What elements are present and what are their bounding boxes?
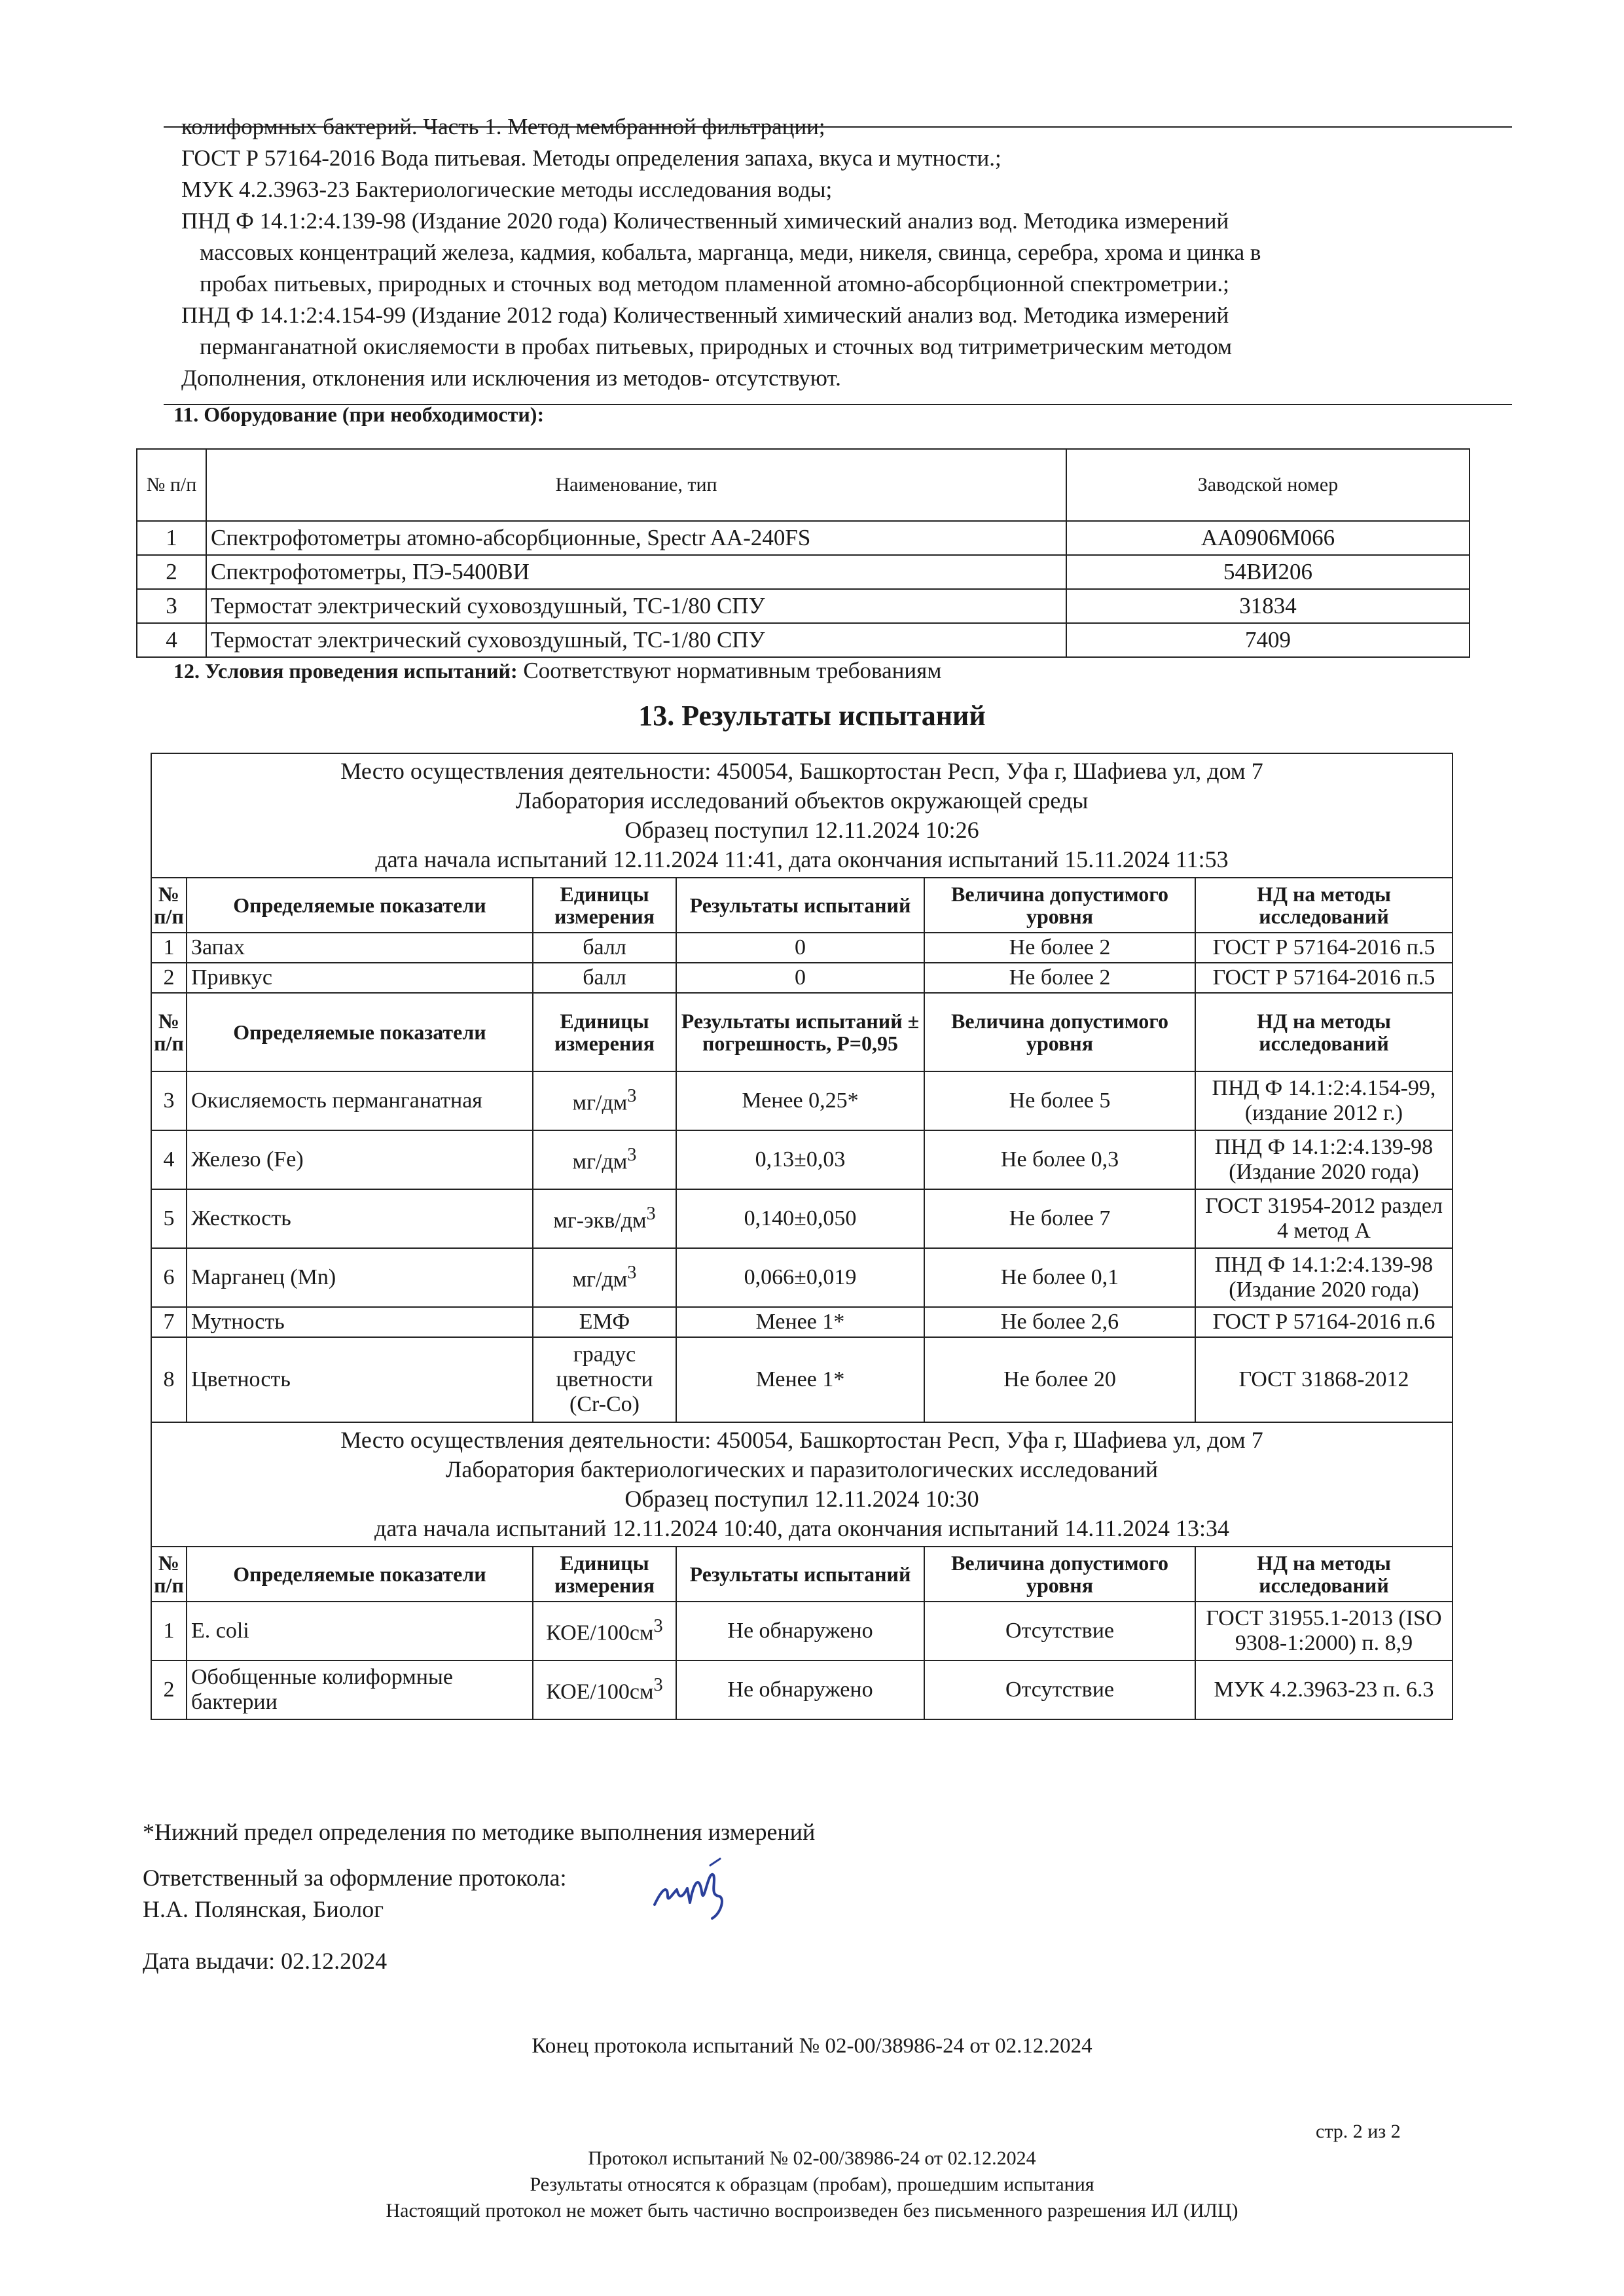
unit-text: КОЕ/100см xyxy=(546,1679,654,1704)
unit: градус цветности (Cr-Co) xyxy=(533,1337,676,1422)
col-unit-header: Единицы измерения xyxy=(533,1547,676,1602)
table-header xyxy=(151,993,1453,1071)
page-footer xyxy=(0,2145,1624,2224)
table-row xyxy=(151,1602,1453,1660)
block1-place: Место осуществления деятельности: 450054, Башкортостан Респ, Уфа г, Шафиева ул, дом 7 xyxy=(340,758,1263,784)
limit: Отсутствие xyxy=(924,1660,1195,1719)
table-row xyxy=(151,1307,1453,1337)
result: Не обнаружено xyxy=(676,1602,924,1660)
unit xyxy=(533,1189,676,1248)
responsible-name: Н.А. Полянская, Биолог xyxy=(143,1896,384,1922)
table-row xyxy=(137,589,1470,623)
col-method-header: НД на методы исследований xyxy=(1195,1547,1453,1602)
indicator-name: Обобщенные колиформные бактерии xyxy=(187,1660,533,1719)
limit: Не более 2 xyxy=(924,933,1195,963)
indicator-name: Марганец (Mn) xyxy=(187,1248,533,1307)
protocol-end: Конец протокола испытаний № 02-00/38986-24 от 02.12.2024 xyxy=(532,2034,1092,2058)
table-header xyxy=(151,1547,1453,1602)
serial-number: 54ВИ206 xyxy=(1066,555,1470,589)
col-result-header: Результаты испытаний xyxy=(676,1547,924,1602)
indicator-name: Мутность xyxy=(187,1307,533,1337)
footer-line: Настоящий протокол не может быть частично воспроизведен без письменного разрешения ИЛ (ИЛЦ) xyxy=(386,2200,1238,2221)
result: 0,140±0,050 xyxy=(676,1189,924,1248)
block1-info-cell xyxy=(151,753,1453,878)
limit: Отсутствие xyxy=(924,1602,1195,1660)
block1-info xyxy=(151,753,1453,878)
unit xyxy=(533,1602,676,1660)
unit xyxy=(533,1071,676,1130)
result: Менее 1* xyxy=(676,1307,924,1337)
unit-exponent: 3 xyxy=(653,1675,663,1696)
col-serial-header: Заводской номер xyxy=(1066,449,1470,521)
table-row xyxy=(151,1189,1453,1248)
block2-lab: Лаборатория бактериологических и паразитологических исследований xyxy=(445,1456,1159,1482)
signature-image xyxy=(648,1856,746,1928)
unit-text: мг-экв/дм xyxy=(553,1208,647,1233)
methods-line: колиформных бактерий. Часть 1. Метод мембранной фильтрации; xyxy=(181,114,825,139)
block2-dates: дата начала испытаний 12.11.2024 10:40, дата окончания испытаний 14.11.2024 13:34 xyxy=(374,1515,1229,1541)
col-unit-header: Единицы измерения xyxy=(533,878,676,933)
equipment-name: Термостат электрический суховоздушный, ТС-1/80 СПУ xyxy=(206,623,1066,657)
method: ГОСТ Р 57164-2016 п.5 xyxy=(1195,933,1453,963)
unit xyxy=(533,1130,676,1189)
limit: Не более 0,3 xyxy=(924,1130,1195,1189)
block2-received: Образец поступил 12.11.2024 10:30 xyxy=(624,1486,979,1512)
row-number: 1 xyxy=(151,933,187,963)
methods-line: пробах питьевых, природных и сточных вод методом пламенной атомно-абсорбционной спектрометрии.; xyxy=(200,271,1229,296)
row-number: 3 xyxy=(151,1071,187,1130)
indicator-name: E. coli xyxy=(187,1602,533,1660)
unit-text: мг/дм xyxy=(572,1090,628,1115)
table-row xyxy=(151,1130,1453,1189)
result: Менее 0,25* xyxy=(676,1071,924,1130)
table-header xyxy=(151,878,1453,933)
row-number: 2 xyxy=(151,963,187,993)
section-12-value: Соответствуют нормативным требованиям xyxy=(523,658,942,683)
methods-line: ГОСТ Р 57164-2016 Вода питьевая. Методы определения запаха, вкуса и мутности.; xyxy=(181,145,1001,171)
col-result-header: Результаты испытаний xyxy=(676,878,924,933)
col-limit-header: Величина допустимого уровня xyxy=(924,1547,1195,1602)
table-row xyxy=(151,963,1453,993)
block2-info xyxy=(151,1422,1453,1547)
unit: балл xyxy=(533,963,676,993)
col-limit-header: Величина допустимого уровня xyxy=(924,878,1195,933)
limit: Не более 2,6 xyxy=(924,1307,1195,1337)
method: ПНД Ф 14.1:2:4.139-98 (Издание 2020 года) xyxy=(1195,1248,1453,1307)
col-indicator-header: Определяемые показатели xyxy=(187,993,533,1071)
methods-line: МУК 4.2.3963-23 Бактериологические методы исследования воды; xyxy=(181,177,833,202)
indicator-name: Запах xyxy=(187,933,533,963)
unit-exponent: 3 xyxy=(627,1145,637,1166)
unit-text: мг/дм xyxy=(572,1267,628,1292)
limit: Не более 7 xyxy=(924,1189,1195,1248)
unit: балл xyxy=(533,933,676,963)
footer-line: Результаты относятся к образцам (пробам), прошедшим испытания xyxy=(530,2174,1094,2195)
unit-exponent: 3 xyxy=(627,1086,637,1107)
method: ГОСТ Р 57164-2016 п.5 xyxy=(1195,963,1453,993)
row-number: 1 xyxy=(137,521,206,555)
unit-exponent: 3 xyxy=(627,1263,637,1283)
equipment-table xyxy=(136,448,1470,658)
equipment-name: Термостат электрический суховоздушный, ТС-1/80 СПУ xyxy=(206,589,1066,623)
result: 0 xyxy=(676,963,924,993)
unit xyxy=(533,1248,676,1307)
method: ГОСТ Р 57164-2016 п.6 xyxy=(1195,1307,1453,1337)
section-13-title: 13. Результаты испытаний xyxy=(638,700,986,732)
table-row xyxy=(151,1248,1453,1307)
row-number: 6 xyxy=(151,1248,187,1307)
block1-received: Образец поступил 12.11.2024 10:26 xyxy=(624,817,979,843)
unit-exponent: 3 xyxy=(653,1616,663,1637)
limit: Не более 2 xyxy=(924,963,1195,993)
table-row xyxy=(137,623,1470,657)
table-row xyxy=(137,555,1470,589)
result: Менее 1* xyxy=(676,1337,924,1422)
table-row xyxy=(137,521,1470,555)
limit: Не более 5 xyxy=(924,1071,1195,1130)
indicator-name: Жесткость xyxy=(187,1189,533,1248)
unit-text: мг/дм xyxy=(572,1149,628,1174)
method: ПНД Ф 14.1:2:4.154-99, (издание 2012 г.) xyxy=(1195,1071,1453,1130)
col-number-header: № п/п xyxy=(151,993,187,1071)
row-number: 4 xyxy=(137,623,206,657)
indicator-name: Железо (Fe) xyxy=(187,1130,533,1189)
responsible-label: Ответственный за оформление протокола: xyxy=(143,1865,567,1891)
methods-line: перманганатной окисляемости в пробах питьевых, природных и сточных вод титриметрическим методом xyxy=(200,334,1232,359)
unit: ЕМФ xyxy=(533,1307,676,1337)
results-table xyxy=(151,753,1453,1720)
row-number: 1 xyxy=(151,1602,187,1660)
methods-line: ПНД Ф 14.1:2:4.154-99 (Издание 2012 года) Количественный химический анализ вод. Методика измерений xyxy=(181,302,1229,328)
col-number-header: № п/п xyxy=(151,1547,187,1602)
methods-list xyxy=(181,111,1504,394)
serial-number: 7409 xyxy=(1066,623,1470,657)
method: ГОСТ 31955.1-2013 (ISO 9308-1:2000) п. 8,9 xyxy=(1195,1602,1453,1660)
col-number-header: № п/п xyxy=(151,878,187,933)
table-row xyxy=(151,1337,1453,1422)
limit: Не более 20 xyxy=(924,1337,1195,1422)
indicator-name: Окисляемость перманганатная xyxy=(187,1071,533,1130)
section-12 xyxy=(173,658,941,684)
row-number: 8 xyxy=(151,1337,187,1422)
methods-line: ПНД Ф 14.1:2:4.139-98 (Издание 2020 года) Количественный химический анализ вод. Методика измерений xyxy=(181,208,1229,234)
responsible-block xyxy=(143,1862,567,1925)
col-indicator-header: Определяемые показатели xyxy=(187,1547,533,1602)
section-12-label: 12. Условия проведения испытаний: xyxy=(173,659,518,683)
indicator-name: Цветность xyxy=(187,1337,533,1422)
col-name-header: Наименование, тип xyxy=(206,449,1066,521)
equipment-name: Спектрофотометры атомно-абсорбционные, Spectr AA-240FS xyxy=(206,521,1066,555)
col-indicator-header: Определяемые показатели xyxy=(187,878,533,933)
unit-text: КОЕ/100см xyxy=(546,1621,654,1645)
block2-place: Место осуществления деятельности: 450054, Башкортостан Респ, Уфа г, Шафиева ул, дом 7 xyxy=(340,1427,1263,1453)
methods-line: массовых концентраций железа, кадмия, кобальта, марганца, меди, никеля, свинца, серебра, хрома и цинка в xyxy=(200,240,1261,265)
block1-lab: Лаборатория исследований объектов окружающей среды xyxy=(515,787,1089,814)
block2-info-cell xyxy=(151,1422,1453,1547)
method: ГОСТ 31954-2012 раздел 4 метод А xyxy=(1195,1189,1453,1248)
serial-number: AA0906M066 xyxy=(1066,521,1470,555)
row-number: 4 xyxy=(151,1130,187,1189)
col-number-header: № п/п xyxy=(137,449,206,521)
unit-exponent: 3 xyxy=(646,1204,656,1225)
col-method-header: НД на методы исследований xyxy=(1195,993,1453,1071)
col-limit-header: Величина допустимого уровня xyxy=(924,993,1195,1071)
row-number: 3 xyxy=(137,589,206,623)
row-number: 2 xyxy=(137,555,206,589)
result: Не обнаружено xyxy=(676,1660,924,1719)
method: МУК 4.2.3963-23 п. 6.3 xyxy=(1195,1660,1453,1719)
section-11-title: 11. Оборудование (при необходимости): xyxy=(173,403,545,426)
table-row xyxy=(151,1660,1453,1719)
result: 0 xyxy=(676,933,924,963)
table-header xyxy=(137,449,1470,521)
issue-date: Дата выдачи: 02.12.2024 xyxy=(143,1948,388,1974)
footnote: *Нижний предел определения по методике выполнения измерений xyxy=(143,1819,816,1845)
table-row xyxy=(151,1071,1453,1130)
block1-dates: дата начала испытаний 12.11.2024 11:41, дата окончания испытаний 15.11.2024 11:53 xyxy=(375,846,1229,872)
col-unit-header: Единицы измерения xyxy=(533,993,676,1071)
methods-deviations: Дополнения, отклонения или исключения из методов- отсутствуют. xyxy=(181,365,841,391)
row-number: 7 xyxy=(151,1307,187,1337)
indicator-name: Привкус xyxy=(187,963,533,993)
col-method-header: НД на методы исследований xyxy=(1195,878,1453,933)
method: ГОСТ 31868-2012 xyxy=(1195,1337,1453,1422)
page-number: стр. 2 из 2 xyxy=(1316,2121,1401,2142)
equipment-name: Спектрофотометры, ПЭ-5400ВИ xyxy=(206,555,1066,589)
result: 0,13±0,03 xyxy=(676,1130,924,1189)
method: ПНД Ф 14.1:2:4.139-98 (Издание 2020 года) xyxy=(1195,1130,1453,1189)
row-number: 2 xyxy=(151,1660,187,1719)
table-row xyxy=(151,933,1453,963)
row-number: 5 xyxy=(151,1189,187,1248)
unit xyxy=(533,1660,676,1719)
col-result-header: Результаты испытаний ± погрешность, Р=0,95 xyxy=(676,993,924,1071)
serial-number: 31834 xyxy=(1066,589,1470,623)
footer-line: Протокол испытаний № 02-00/38986-24 от 02.12.2024 xyxy=(588,2147,1036,2169)
limit: Не более 0,1 xyxy=(924,1248,1195,1307)
result: 0,066±0,019 xyxy=(676,1248,924,1307)
